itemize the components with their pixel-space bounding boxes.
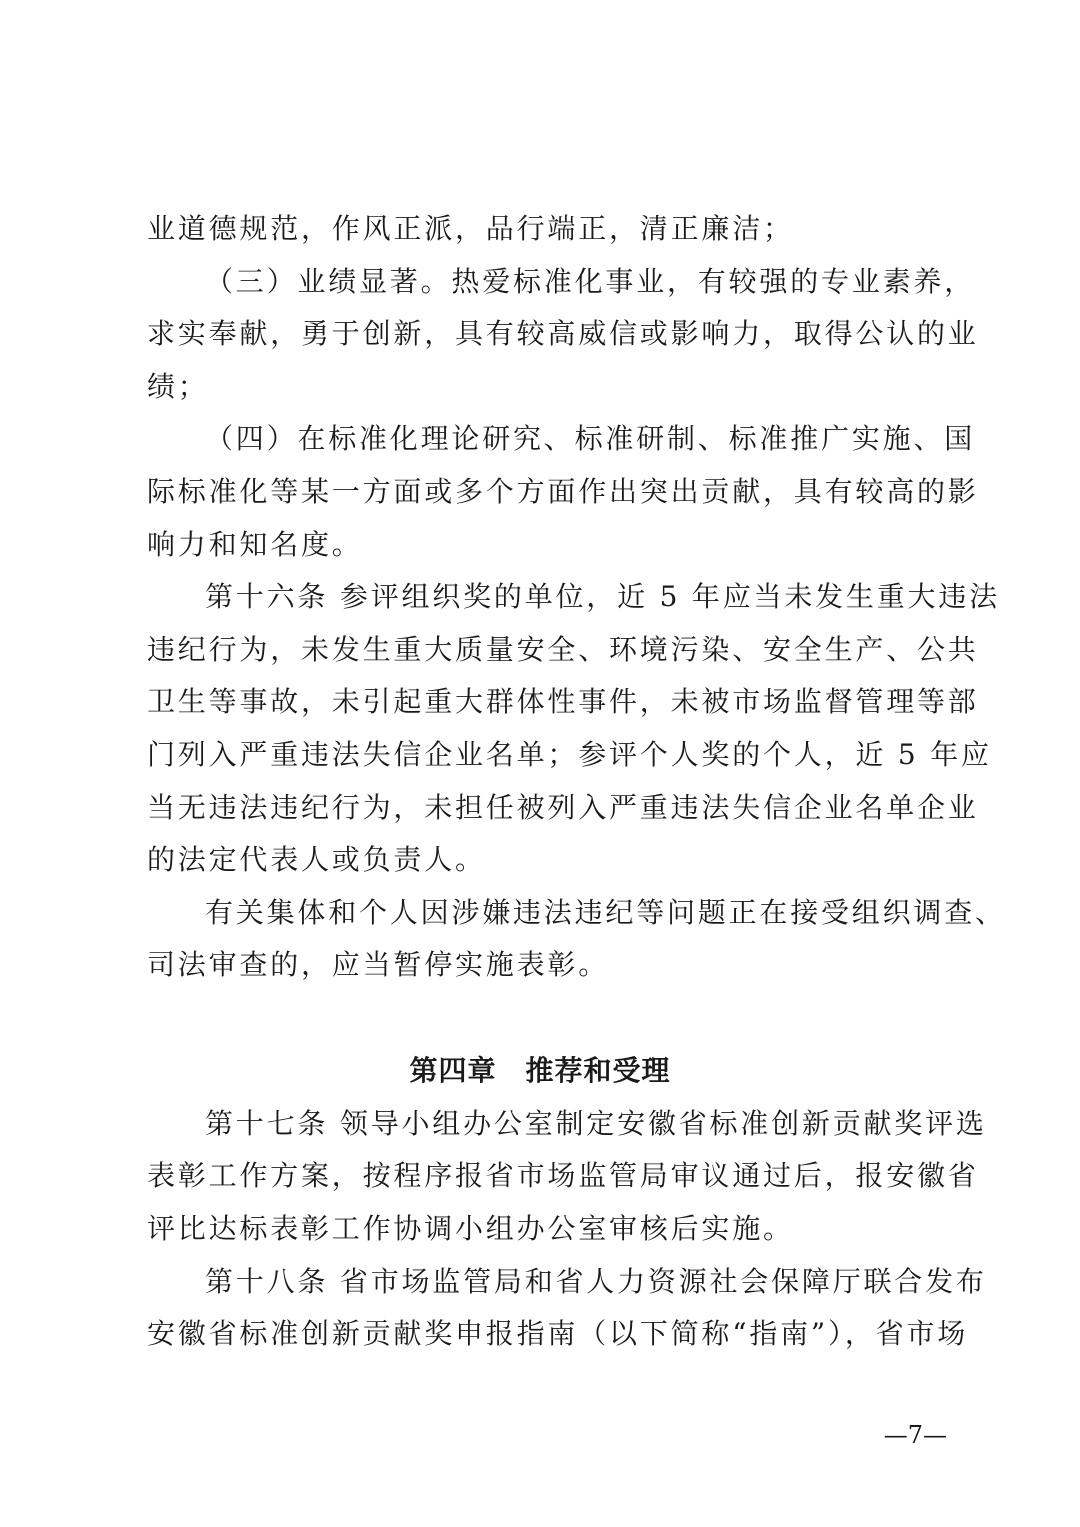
body-line: 求实奉献，勇于创新，具有较高威信或影响力，取得公认的业 xyxy=(147,317,979,350)
body-line: 绩； xyxy=(147,370,209,403)
body-line: 第十七条 领导小组办公室制定安徽省标准创新贡献奖评选 xyxy=(205,1107,987,1140)
body-line: 违纪行为，未发生重大质量安全、环境污染、安全生产、公共 xyxy=(147,633,979,666)
body-line: 际标准化等某一方面或多个方面作出突出贡献，具有较高的影 xyxy=(147,475,979,508)
chapter-heading: 第四章 推荐和受理 xyxy=(409,1054,671,1087)
body-line: 当无违法违纪行为，未担任被列入严重违法失信企业名单企业 xyxy=(147,791,979,824)
body-line: 表彰工作方案，按程序报省市场监管局审议通过后，报安徽省 xyxy=(147,1159,979,1192)
body-line: 卫生等事故，未引起重大群体性事件，未被市场监督管理等部 xyxy=(147,685,979,718)
body-line: 响力和知名度。 xyxy=(147,528,363,561)
body-line: 评比达标表彰工作协调小组办公室审核后实施。 xyxy=(147,1212,794,1245)
body-line: 业道德规范，作风正派，品行端正，清正廉洁； xyxy=(147,212,794,245)
body-line: 门列入严重违法失信企业名单；参评个人奖的个人，近 5 年应 xyxy=(147,738,992,771)
body-line: 有关集体和个人因涉嫌违法违纪等问题正在接受组织调查、 xyxy=(205,896,1006,929)
page-number: —7— xyxy=(883,1421,947,1449)
body-line: 第十六条 参评组织奖的单位，近 5 年应当未发生重大违法 xyxy=(205,580,1000,613)
body-line: 安徽省标准创新贡献奖申报指南（以下简称“指南”），省市场 xyxy=(147,1317,969,1350)
body-line: 的法定代表人或负责人。 xyxy=(147,843,486,876)
body-line: 司法审查的，应当暂停实施表彰。 xyxy=(147,948,610,981)
body-line: （四）在标准化理论研究、标准研制、标准推广实施、国 xyxy=(205,422,976,455)
body-line: （三）业绩显著。热爱标准化事业，有较强的专业素养， xyxy=(205,265,976,298)
body-line: 第十八条 省市场监管局和省人力资源社会保障厅联合发布 xyxy=(205,1265,987,1298)
